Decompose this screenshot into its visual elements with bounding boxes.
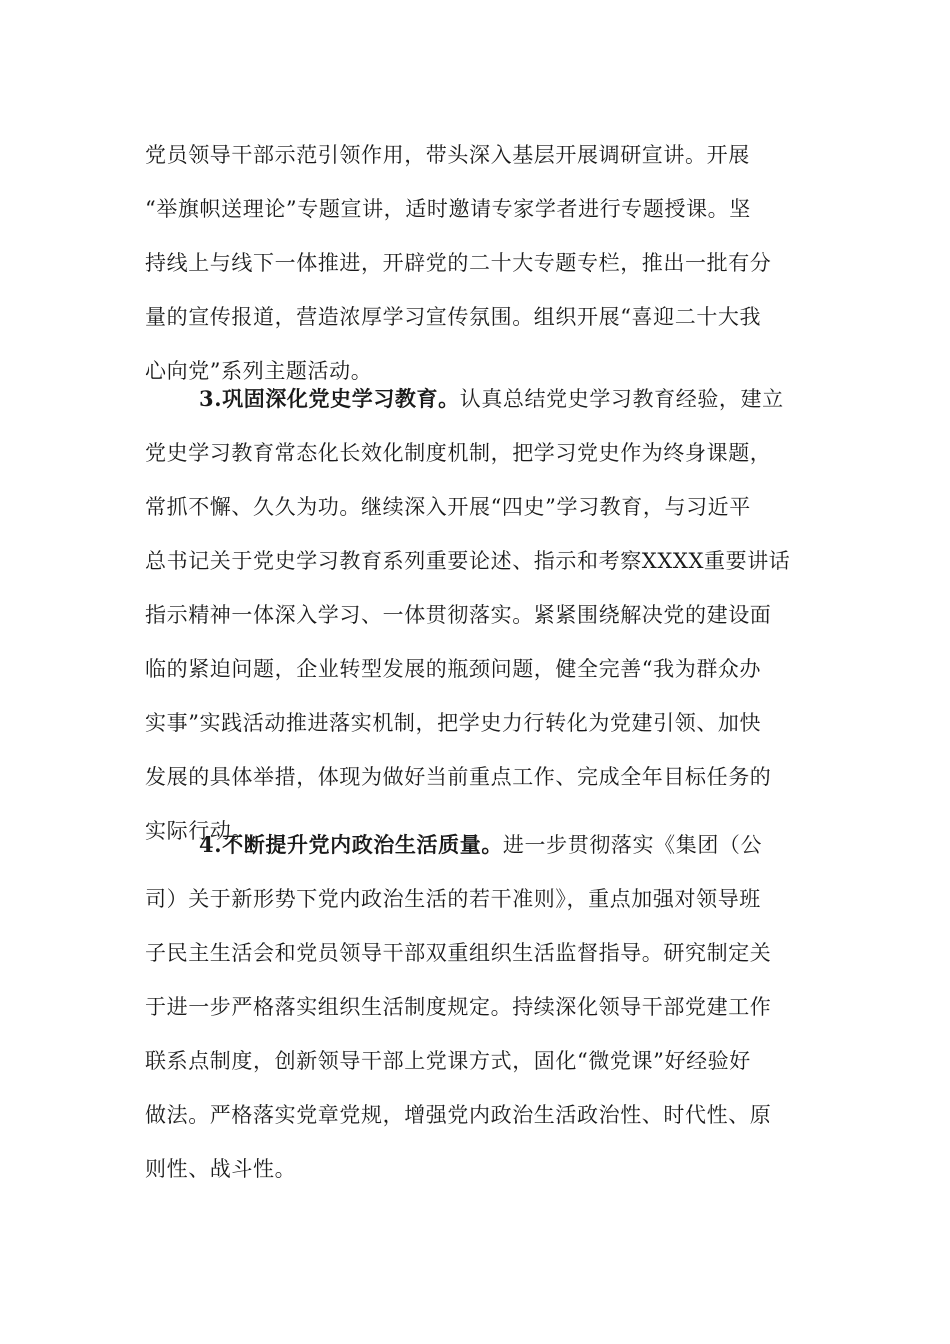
text-line: 指示精神一体深入学习、一体贯彻落实。紧紧围绕解决党的建设面 (145, 603, 772, 627)
text-line: 发展的具体举措，体现为做好当前重点工作、完成全年目标任务的 (145, 765, 772, 789)
text-line: 则性、战斗性。 (145, 1157, 297, 1181)
paragraph-publicity (145, 128, 805, 398)
paragraph-political-life (145, 818, 805, 1196)
text-line: 总书记关于党史学习教育系列重要论述、指示和考察XXXX重要讲话 (145, 549, 791, 573)
text-line: 实际行动。 (145, 819, 253, 843)
text-line: 常抓不懈、久久为功。继续深入开展“四史”学习教育，与习近平 (145, 495, 751, 519)
text-line (145, 818, 805, 872)
paragraph-party-history-education (145, 372, 805, 858)
text-line: 临的紧迫问题，企业转型发展的瓶颈问题，健全完善“我为群众办 (145, 657, 762, 681)
text-line: 子民主生活会和党员领导干部双重组织生活监督指导。研究制定关 (145, 941, 772, 965)
text-line: 司）关于新形势下党内政治生活的若干准则》，重点加强对领导班 (145, 887, 761, 911)
text-line: 实事”实践活动推进落实机制，把学史力行转化为党建引领、加快 (145, 711, 762, 735)
section-heading: 4.不断提升党内政治生活质量。 (199, 832, 503, 857)
text-line: “举旗帜送理论”专题宣讲，适时邀请专家学者进行专题授课。坚 (145, 197, 751, 221)
section-heading: 3.巩固深化党史学习教育。 (199, 386, 460, 411)
text-line: 党史学习教育常态化长效化制度机制，把学习党史作为终身课题， (145, 441, 772, 465)
text-line: 持线上与线下一体推进，开辟党的二十大专题专栏，推出一批有分 (145, 251, 772, 275)
text-line: 心向党”系列主题活动。 (145, 359, 373, 383)
text-line: 量的宣传报道，营造浓厚学习宣传氛围。组织开展“喜迎二十大我 (145, 305, 762, 329)
text-line: 于进一步严格落实组织生活制度规定。持续深化领导干部党建工作 (145, 995, 772, 1019)
heading-line-rest: 进一步贯彻落实《集团（公 (502, 833, 763, 857)
text-line (145, 372, 805, 426)
text-line: 党员领导干部示范引领作用，带头深入基层开展调研宣讲。开展 (145, 143, 750, 167)
heading-line-rest: 认真总结党史学习教育经验，建立 (459, 387, 784, 411)
text-line: 做法。严格落实党章党规，增强党内政治生活政治性、时代性、原 (145, 1103, 772, 1127)
text-line: 联系点制度，创新领导干部上党课方式，固化“微党课”好经验好 (145, 1049, 751, 1073)
